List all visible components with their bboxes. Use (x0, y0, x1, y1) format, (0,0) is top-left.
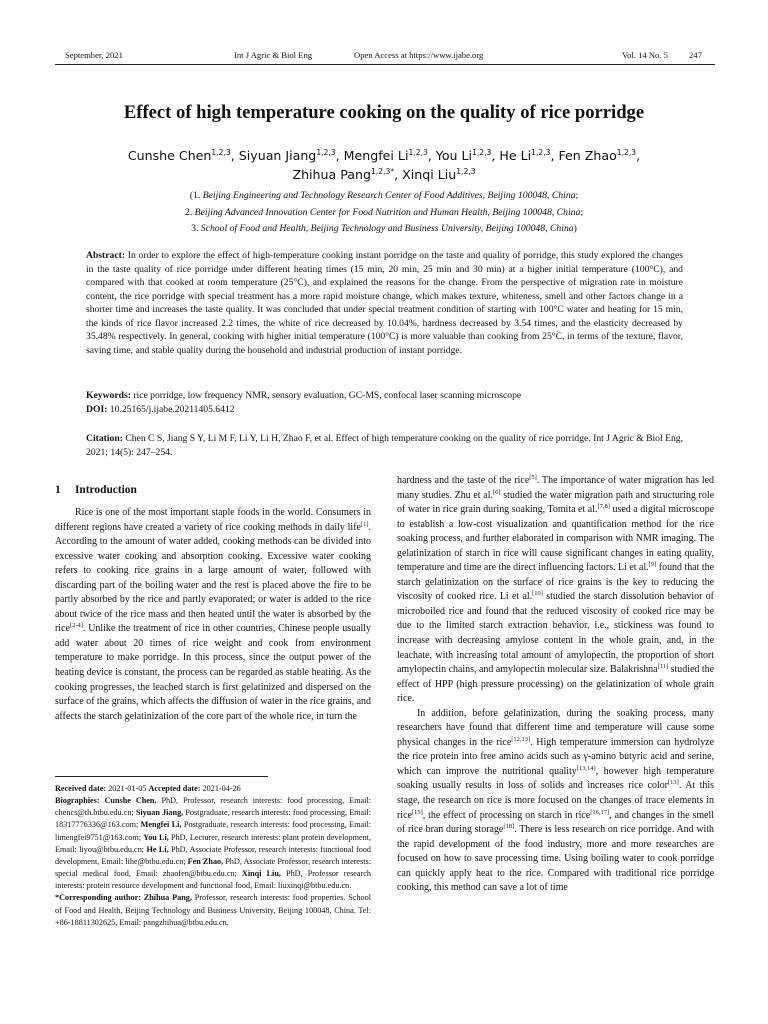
citation-ref: [2-4] (69, 622, 83, 630)
left-column (55, 506, 371, 724)
right-column (397, 474, 714, 896)
section-title: Introduction (75, 484, 137, 496)
section-number: 1 (55, 484, 61, 496)
author-name: You Li$^{1,2,3}$ (435, 148, 492, 163)
body-paragraph: Rice is one of the most important staple foods in the world. Consumers in different regions have created a variety of rice cooking methods in daily life[1]. According to the amount of water added, cooking methods can be divided into excessive water cooking and absorption cooking. Excessive water cooking refers to cooking rice grains in a large amount of water, followed with discarding part of the boiling water and the rest is placed above the fire to be partly absorbed by the rice and partly evaporated; or water is added to the rice about twice of the rice mass and then heated until the water is absorbed by the rice[2-4]. Unlike the treatment of rice in other countries, Chinese people usually add water about 20 times of rice weight and cook from environment temperature to make porridge. In this process, since the output power of the heating device is constant, the process can be regarded as stable heating. As the cooking progresses, the leached starch is first gelatinized and dispersed on the surface of the grains, which affects the diffusion of water in the rice grains, and affects the starch gelatinization of the core part of the whole rice, in turn the (55, 507, 371, 722)
keywords-text: rice porridge, low frequency NMR, sensory evaluation, GC-MS, confocal laser scanning microscope (130, 390, 522, 401)
citation-ref: [18] (503, 823, 515, 831)
citation-ref: [13,14] (576, 764, 596, 772)
affiliation-1: (1. Beijing Engineering and Technology Research Center of Food Additives, Beijing 100048, China; (189, 190, 579, 201)
author-list: Cunshe Chen$^{1,2,3}$, Siyuan Jiang$^{1,2,3}$, Mengfei Li$^{1,2,3}$, You Li$^{1,2,3}$, He Li$^{1,2,3}$, Fen Zhao$^{1,2,3}$, Zhihua Pang$^{1,2,3*}$, Xinqi Liu$^{1,2,3}$ (127, 148, 641, 182)
citation-ref: [15] (411, 808, 423, 816)
abstract (86, 249, 683, 357)
doi-text: 10.25165/j.ijabe.20211405.6412 (107, 404, 235, 415)
body-paragraph: In addition, before gelatinization, during the soaking process, many researchers have found that different time and temperature will cause some physical changes in the rice[12,13]. High temperature immersion can hydrolyze the rice protein into free amino acids such as γ-amino butyric acid and serine, which can improve the nutritional quality[13,14], however high temperature soaking usually results in loss of solids and increases rice color[13]. At this stage, the research on rice is more focused on the changes of trace elements in rice[15], the effect of processing on starch in rice[16,17], and changes in the smell of rice bran during storage[18]. There is less research on rice porridge. And with the rapid development of the food industry, more and more researches are focused on how to save processing time. Using boiling water to cook porridge can quickly apply heat to the rice. Compared with traditional rice porridge cooking, this method can save a lot of time (397, 707, 715, 894)
author-name: Mengfei Li$^{1,2,3}$ (343, 148, 428, 163)
footnote-entry: Received date: 2021-01-05 Accepted date: 2021-04-26 (55, 784, 241, 793)
doi-label: DOI: (86, 404, 108, 415)
footnote-rule (55, 776, 268, 777)
citation (86, 432, 683, 460)
paper-title: Effect of high temperature cooking on the quality of rice porridge (123, 102, 645, 123)
header-date: September, 2021 (65, 50, 123, 60)
header-page-number: 247 (689, 50, 702, 60)
citation-label: Citation: (86, 433, 123, 444)
citation-ref: [16,17] (590, 808, 610, 816)
abstract-text: In order to explore the effect of high-temperature cooking instant porridge on the taste and quality of porridge, this study explored the changes in the taste quality of rice porridge under different heating times (15 min, 20 min, 25 min and 30 min) at a higher initial temperature (100°C), and compared with that cooked at room temperature (25°C), and explained the reasons for the change. From the perspective of migration rate in moisture content, the rice porridge with special treatment has a more rapid moisture change, which makes texture, whiteness, smell and other factors change in a shorter time and increases the taste quality. It was concluded that under special treatment condition of starting with 100°C water and heating for 15 min, the kinds of rice flavor increased 2.2 times, the white of rice decreased by 10.04%, hardness decreased by 3.54 times, and the elasticity decreased by 35.48% respectively. In general, cooking with higher initial temperature (100°C) is more valuable than cooking from 25°C, in terms of the texture, flavor, saving time, and stable quality during the household and industrial production of instant porridge. (86, 250, 683, 356)
body-paragraph: hardness and the taste of the rice[5]. The importance of water migration has led many studies. Zhu et al.[6] studied the water migration path and structuring role of water in rice grain during soaking, Tomita et al.[7,8] used a digital microscope to establish a low-cost visualization and quantification method for the rice soaking process, and further elaborated in comparison with NMR imaging. The gelatinization of starch in rice will cause significant changes in eating quality, temperature and time are the direct influencing factors. Li et al.[9] found that the starch gelatinization on the surface of rice grains is the key to reducing the viscosity of cooked rice. Li et al.[10] studied the starch dissolution behavior of microboiled rice and found that the reduced viscosity of cooked rice may be due to the limited starch extraction behavior, i.e., stickiness was found to increase with decreasing amylose content in the whole grain, and, in the leachate, with increasing total amount of amylopectin, the proportion of short amylopectin chains, and amylopectin molecular size. Balakrishna[11] studied the effect of HPP (high pressure processing) on the gelatinization of whole grain rice. (397, 474, 715, 705)
author-name: Cunshe Chen$^{1,2,3}$ (127, 148, 231, 163)
header-volume: Vol. 14 No. 5 (622, 50, 668, 60)
affiliation-2: 2. Beijing Advanced Innovation Center for Food Nutrition and Human Health, Beijing 100048, China; (184, 206, 584, 218)
keywords-label: Keywords: (86, 390, 131, 401)
citation-ref: [6] (492, 488, 501, 496)
running-header (55, 50, 715, 64)
author-name: Xinqi Liu$^{1,2,3}$ (402, 167, 476, 182)
header-open-access: Open Access at https://www.ijabe.org (354, 50, 484, 60)
abstract-label: Abstract: (86, 250, 126, 261)
doi (86, 404, 686, 415)
header-rule (55, 64, 715, 65)
footnote-entry: Biographies: Cunshe Chen, PhD, Professor, research interests: food processing, Email: chencs@th.btbu.edu.cn; Siyuan Jiang, Postgraduate, research interests: food processing, Email: 18317776336@163.com; Mengfei Li, Postgraduate, research interests: food processing, Email: limengfei9751@163.com; You Li, PhD, Lecturer, research interests: plant protein development, Email: liyou@btbu.edu.cn; He Li, PhD, Associate Professor, research interests: functional food development, Email: lihe@btbu.edu.cn; Fen Zhao, PhD, Associate Professor, research interests: special medical food, Email: zhaofen@btbu.edu.cn; Xinqi Liu, PhD, Professor research interests: protein resource development and functional food, Email: liuxinqi@btbu.edu.cn. (55, 796, 372, 891)
footnotes (55, 783, 371, 929)
keywords (86, 390, 686, 401)
citation-ref: [10] (532, 590, 543, 598)
author-name: Siyuan Jiang$^{1,2,3}$ (238, 148, 336, 163)
author-name: Zhihua Pang$^{1,2,3*}$ (292, 167, 395, 182)
citation-ref: [1] (360, 520, 369, 528)
citation-ref: [7,8] (597, 503, 610, 511)
section-heading-introduction (55, 484, 137, 496)
header-journal: Int J Agric & Biol Eng (234, 50, 313, 60)
author-name: Fen Zhao$^{1,2,3}$ (558, 148, 637, 163)
citation-ref: [13] (667, 779, 679, 787)
author-name: He Li$^{1,2,3}$ (499, 148, 551, 163)
citation-ref: [11] (657, 663, 669, 671)
footnote-entry: *Corresponding author: Zhihua Pang, Professor, research interests: food properties. School of Food and Health, Beijing Technology and Business University, Beijing 100048, China. Tel: +86-18811302625, Email: pangzhihua@btbu.edu.cn. (55, 893, 371, 927)
affiliation-3: 3. School of Food and Health, Beijing Technology and Business University, Beijing 100048, China) (191, 223, 577, 235)
citation-ref: [12,13] (511, 735, 531, 743)
citation-ref: [5] (529, 474, 537, 481)
citation-text: Chen C S, Jiang S Y, Li M F, Li Y, Li H, Zhao F, et al. Effect of high temperature cooking on the quality of rice porridge. Int J Agric & Biol Eng, 2021; 14(5): 247–254. (86, 433, 683, 458)
citation-ref: [9] (648, 561, 657, 569)
affiliations (60, 188, 708, 238)
